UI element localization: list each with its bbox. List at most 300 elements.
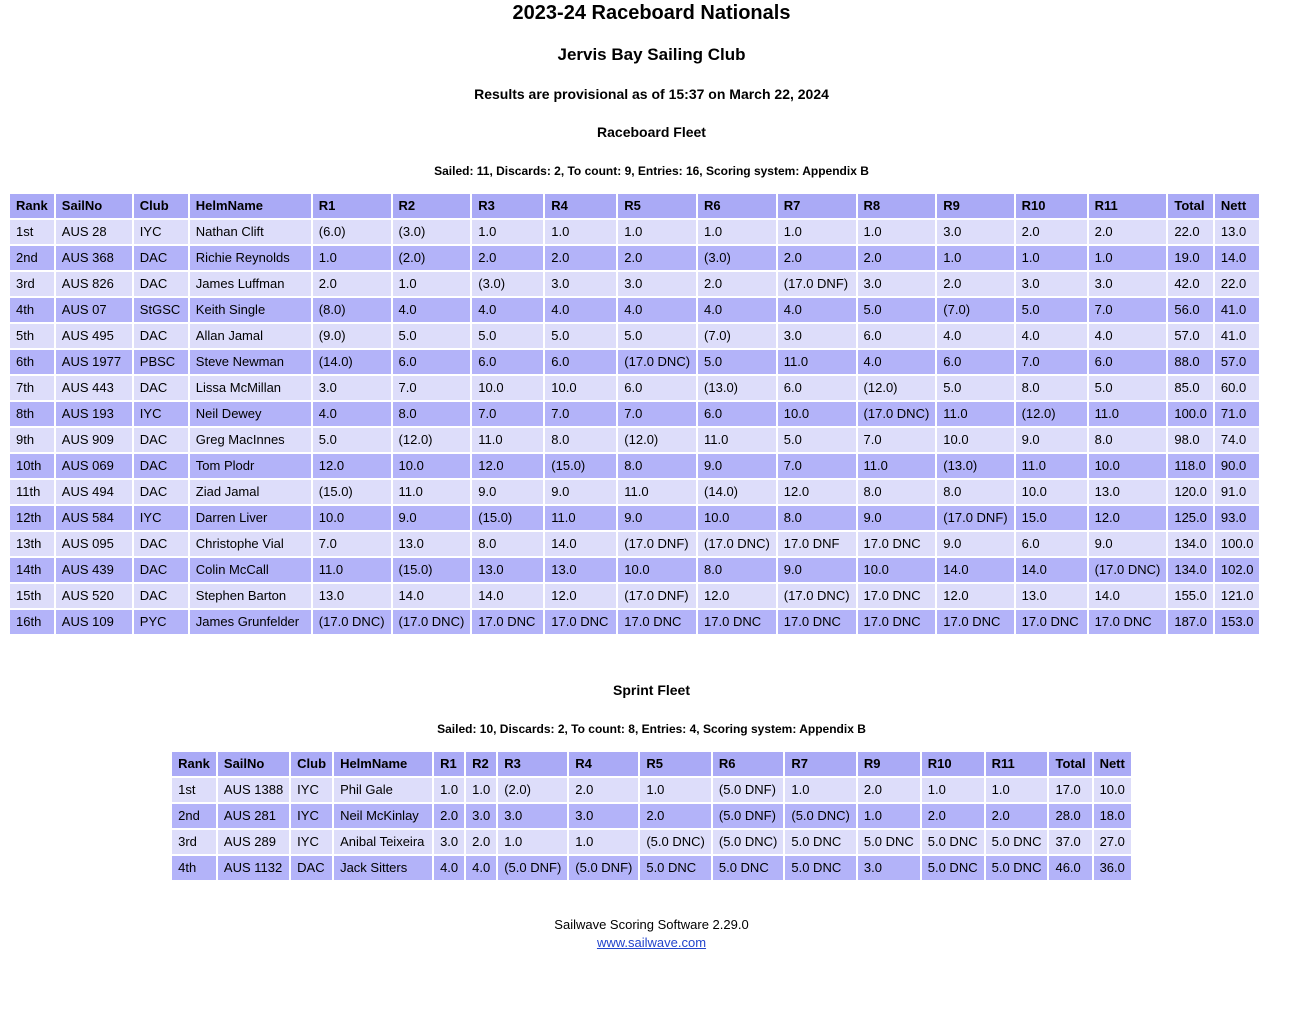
raceboard-cell-r7: (17.0 DNC) bbox=[778, 584, 856, 608]
raceboard-cell-total: 19.0 bbox=[1168, 246, 1213, 270]
raceboard-cell-r8: 6.0 bbox=[858, 324, 936, 348]
raceboard-cell-nett: 90.0 bbox=[1215, 454, 1260, 478]
raceboard-cell-helmname: Keith Single bbox=[190, 298, 311, 322]
sprint-cell-sailno: AUS 289 bbox=[218, 830, 289, 854]
raceboard-cell-r3: 10.0 bbox=[472, 376, 543, 400]
column-header-helmname[interactable]: HelmName bbox=[190, 194, 311, 218]
sprint-cell-sailno: AUS 1132 bbox=[218, 856, 289, 880]
table-row bbox=[10, 272, 1259, 296]
raceboard-cell-r10: 2.0 bbox=[1016, 220, 1087, 244]
raceboard-cell-helmname: Richie Reynolds bbox=[190, 246, 311, 270]
sprint-cell-r6: (5.0 DNF) bbox=[713, 778, 784, 802]
table-header-row bbox=[172, 752, 1131, 776]
raceboard-cell-r9: 3.0 bbox=[937, 220, 1013, 244]
sprint-cell-r10: 2.0 bbox=[922, 804, 984, 828]
column-header-club[interactable]: Club bbox=[291, 752, 332, 776]
column-header-sailno[interactable]: SailNo bbox=[56, 194, 132, 218]
raceboard-cell-helmname: Lissa McMillan bbox=[190, 376, 311, 400]
raceboard-cell-r4: 14.0 bbox=[545, 532, 616, 556]
raceboard-cell-total: 187.0 bbox=[1168, 610, 1213, 634]
raceboard-cell-r7: 5.0 bbox=[778, 428, 856, 452]
raceboard-cell-total: 85.0 bbox=[1168, 376, 1213, 400]
column-header-r1[interactable]: R1 bbox=[313, 194, 391, 218]
raceboard-cell-total: 22.0 bbox=[1168, 220, 1213, 244]
raceboard-cell-rank: 11th bbox=[10, 480, 54, 504]
table-row bbox=[10, 558, 1259, 582]
raceboard-cell-nett: 57.0 bbox=[1215, 350, 1260, 374]
raceboard-cell-r11: 7.0 bbox=[1089, 298, 1167, 322]
raceboard-cell-r8: 11.0 bbox=[858, 454, 936, 478]
raceboard-cell-helmname: Steve Newman bbox=[190, 350, 311, 374]
raceboard-cell-r7: (17.0 DNF) bbox=[778, 272, 856, 296]
raceboard-cell-sailno: AUS 1977 bbox=[56, 350, 132, 374]
raceboard-cell-r2: 4.0 bbox=[393, 298, 471, 322]
raceboard-cell-sailno: AUS 109 bbox=[56, 610, 132, 634]
table-row bbox=[10, 532, 1259, 556]
sprint-cell-total: 37.0 bbox=[1049, 830, 1091, 854]
raceboard-cell-r10: 14.0 bbox=[1016, 558, 1087, 582]
raceboard-cell-r6: 10.0 bbox=[698, 506, 776, 530]
raceboard-cell-r7: 17.0 DNF bbox=[778, 532, 856, 556]
raceboard-cell-r7: 12.0 bbox=[778, 480, 856, 504]
raceboard-cell-r8: 2.0 bbox=[858, 246, 936, 270]
sprint-cell-r1: 2.0 bbox=[434, 804, 464, 828]
sailwave-website-link[interactable]: www.sailwave.com bbox=[596, 935, 707, 950]
raceboard-cell-sailno: AUS 439 bbox=[56, 558, 132, 582]
sprint-results-table bbox=[170, 750, 1133, 882]
raceboard-cell-helmname: Greg MacInnes bbox=[190, 428, 311, 452]
raceboard-cell-total: 134.0 bbox=[1168, 558, 1213, 582]
raceboard-cell-r2: 1.0 bbox=[393, 272, 471, 296]
raceboard-cell-sailno: AUS 069 bbox=[56, 454, 132, 478]
raceboard-cell-r1: 7.0 bbox=[313, 532, 391, 556]
raceboard-cell-r3: 1.0 bbox=[472, 220, 543, 244]
raceboard-cell-nett: 100.0 bbox=[1215, 532, 1260, 556]
sprint-cell-r4: 3.0 bbox=[569, 804, 638, 828]
raceboard-cell-r7: 17.0 DNC bbox=[778, 610, 856, 634]
raceboard-cell-r11: 4.0 bbox=[1089, 324, 1167, 348]
raceboard-cell-r5: 2.0 bbox=[618, 246, 696, 270]
sprint-cell-club: DAC bbox=[291, 856, 332, 880]
sprint-cell-r6: 5.0 DNC bbox=[713, 856, 784, 880]
sprint-cell-r10: 5.0 DNC bbox=[922, 830, 984, 854]
raceboard-cell-rank: 1st bbox=[10, 220, 54, 244]
raceboard-cell-r7: 11.0 bbox=[778, 350, 856, 374]
raceboard-cell-r3: 13.0 bbox=[472, 558, 543, 582]
sprint-cell-r5: 2.0 bbox=[640, 804, 711, 828]
raceboard-cell-r2: (15.0) bbox=[393, 558, 471, 582]
raceboard-cell-club: PBSC bbox=[134, 350, 188, 374]
raceboard-cell-r9: 10.0 bbox=[937, 428, 1013, 452]
raceboard-cell-r6: (7.0) bbox=[698, 324, 776, 348]
raceboard-cell-r8: (12.0) bbox=[858, 376, 936, 400]
raceboard-cell-r4: 2.0 bbox=[545, 246, 616, 270]
raceboard-cell-sailno: AUS 494 bbox=[56, 480, 132, 504]
raceboard-cell-total: 42.0 bbox=[1168, 272, 1213, 296]
sprint-cell-rank: 1st bbox=[172, 778, 216, 802]
raceboard-cell-r5: 7.0 bbox=[618, 402, 696, 426]
raceboard-cell-r6: (3.0) bbox=[698, 246, 776, 270]
column-header-r1[interactable]: R1 bbox=[434, 752, 464, 776]
raceboard-cell-total: 118.0 bbox=[1168, 454, 1213, 478]
raceboard-cell-sailno: AUS 584 bbox=[56, 506, 132, 530]
raceboard-cell-r7: 9.0 bbox=[778, 558, 856, 582]
raceboard-cell-helmname: Allan Jamal bbox=[190, 324, 311, 348]
raceboard-cell-r3: (3.0) bbox=[472, 272, 543, 296]
raceboard-cell-rank: 12th bbox=[10, 506, 54, 530]
raceboard-cell-r11: 2.0 bbox=[1089, 220, 1167, 244]
sprint-cell-helmname: Neil McKinlay bbox=[334, 804, 432, 828]
table-row bbox=[172, 830, 1131, 854]
raceboard-cell-r4: 8.0 bbox=[545, 428, 616, 452]
raceboard-cell-helmname: Tom Plodr bbox=[190, 454, 311, 478]
sprint-cell-r4: (5.0 DNF) bbox=[569, 856, 638, 880]
raceboard-cell-nett: 41.0 bbox=[1215, 298, 1260, 322]
raceboard-cell-rank: 15th bbox=[10, 584, 54, 608]
raceboard-cell-r10: 9.0 bbox=[1016, 428, 1087, 452]
raceboard-cell-r1: 13.0 bbox=[313, 584, 391, 608]
raceboard-cell-r3: 8.0 bbox=[472, 532, 543, 556]
table-header-row bbox=[10, 194, 1259, 218]
raceboard-cell-r11: 6.0 bbox=[1089, 350, 1167, 374]
column-header-total[interactable]: Total bbox=[1168, 194, 1213, 218]
raceboard-cell-r2: (12.0) bbox=[393, 428, 471, 452]
sprint-cell-r10: 5.0 DNC bbox=[922, 856, 984, 880]
sprint-cell-r7: 5.0 DNC bbox=[785, 830, 856, 854]
raceboard-cell-r5: 8.0 bbox=[618, 454, 696, 478]
sprint-cell-total: 28.0 bbox=[1049, 804, 1091, 828]
column-header-r7[interactable]: R7 bbox=[785, 752, 856, 776]
raceboard-cell-total: 57.0 bbox=[1168, 324, 1213, 348]
raceboard-cell-r11: 3.0 bbox=[1089, 272, 1167, 296]
raceboard-cell-r1: 10.0 bbox=[313, 506, 391, 530]
raceboard-cell-r8: 17.0 DNC bbox=[858, 610, 936, 634]
raceboard-cell-r1: 5.0 bbox=[313, 428, 391, 452]
column-header-r5[interactable]: R5 bbox=[640, 752, 711, 776]
raceboard-cell-r5: 4.0 bbox=[618, 298, 696, 322]
raceboard-cell-r8: 17.0 DNC bbox=[858, 532, 936, 556]
raceboard-cell-r2: 11.0 bbox=[393, 480, 471, 504]
sprint-cell-r5: 5.0 DNC bbox=[640, 856, 711, 880]
raceboard-table-body bbox=[10, 220, 1259, 634]
table-row bbox=[10, 298, 1259, 322]
raceboard-cell-helmname: James Luffman bbox=[190, 272, 311, 296]
table-row bbox=[10, 220, 1259, 244]
raceboard-cell-rank: 4th bbox=[10, 298, 54, 322]
raceboard-cell-r1: 4.0 bbox=[313, 402, 391, 426]
raceboard-cell-r11: 9.0 bbox=[1089, 532, 1167, 556]
raceboard-cell-r5: (17.0 DNF) bbox=[618, 532, 696, 556]
raceboard-cell-r10: 10.0 bbox=[1016, 480, 1087, 504]
sprint-cell-rank: 4th bbox=[172, 856, 216, 880]
raceboard-cell-sailno: AUS 443 bbox=[56, 376, 132, 400]
raceboard-cell-r1: 1.0 bbox=[313, 246, 391, 270]
sprint-cell-helmname: Jack Sitters bbox=[334, 856, 432, 880]
venue-title: Jervis Bay Sailing Club bbox=[557, 45, 746, 64]
raceboard-cell-r7: 4.0 bbox=[778, 298, 856, 322]
raceboard-cell-r6: 11.0 bbox=[698, 428, 776, 452]
raceboard-cell-r9: 14.0 bbox=[937, 558, 1013, 582]
column-header-nett[interactable]: Nett bbox=[1094, 752, 1131, 776]
raceboard-cell-rank: 16th bbox=[10, 610, 54, 634]
raceboard-cell-r3: 2.0 bbox=[472, 246, 543, 270]
raceboard-cell-rank: 10th bbox=[10, 454, 54, 478]
raceboard-cell-r5: 11.0 bbox=[618, 480, 696, 504]
raceboard-cell-total: 120.0 bbox=[1168, 480, 1213, 504]
raceboard-cell-r9: 6.0 bbox=[937, 350, 1013, 374]
column-header-r2[interactable]: R2 bbox=[393, 194, 471, 218]
column-header-r11[interactable]: R11 bbox=[1089, 194, 1167, 218]
column-header-rank[interactable]: Rank bbox=[172, 752, 216, 776]
raceboard-cell-r7: 10.0 bbox=[778, 402, 856, 426]
raceboard-cell-r11: 13.0 bbox=[1089, 480, 1167, 504]
column-header-r2[interactable]: R2 bbox=[466, 752, 496, 776]
raceboard-cell-r9: 17.0 DNC bbox=[937, 610, 1013, 634]
raceboard-cell-sailno: AUS 520 bbox=[56, 584, 132, 608]
sprint-cell-r4: 1.0 bbox=[569, 830, 638, 854]
raceboard-cell-club: PYC bbox=[134, 610, 188, 634]
raceboard-cell-r2: 5.0 bbox=[393, 324, 471, 348]
column-header-club[interactable]: Club bbox=[134, 194, 188, 218]
raceboard-cell-nett: 22.0 bbox=[1215, 272, 1260, 296]
table-row bbox=[172, 856, 1131, 880]
table-row bbox=[10, 610, 1259, 634]
raceboard-cell-r6: 12.0 bbox=[698, 584, 776, 608]
column-header-r11[interactable]: R11 bbox=[986, 752, 1048, 776]
sprint-cell-r5: 1.0 bbox=[640, 778, 711, 802]
raceboard-cell-club: DAC bbox=[134, 558, 188, 582]
sprint-cell-nett: 36.0 bbox=[1094, 856, 1131, 880]
raceboard-cell-r4: 1.0 bbox=[545, 220, 616, 244]
column-header-sailno[interactable]: SailNo bbox=[218, 752, 289, 776]
raceboard-cell-r10: (12.0) bbox=[1016, 402, 1087, 426]
raceboard-cell-r11: 17.0 DNC bbox=[1089, 610, 1167, 634]
fleet-title-sprint: Sprint Fleet bbox=[612, 682, 690, 698]
table-row bbox=[10, 324, 1259, 348]
raceboard-cell-r8: 3.0 bbox=[858, 272, 936, 296]
raceboard-cell-r3: 17.0 DNC bbox=[472, 610, 543, 634]
sprint-cell-r1: 3.0 bbox=[434, 830, 464, 854]
raceboard-cell-rank: 2nd bbox=[10, 246, 54, 270]
raceboard-cell-r1: 3.0 bbox=[313, 376, 391, 400]
raceboard-cell-club: DAC bbox=[134, 246, 188, 270]
column-header-r10[interactable]: R10 bbox=[922, 752, 984, 776]
raceboard-cell-nett: 71.0 bbox=[1215, 402, 1260, 426]
raceboard-cell-r7: 7.0 bbox=[778, 454, 856, 478]
raceboard-cell-club: DAC bbox=[134, 532, 188, 556]
raceboard-cell-helmname: Ziad Jamal bbox=[190, 480, 311, 504]
raceboard-cell-rank: 13th bbox=[10, 532, 54, 556]
column-header-r6[interactable]: R6 bbox=[698, 194, 776, 218]
raceboard-cell-r1: 11.0 bbox=[313, 558, 391, 582]
raceboard-cell-r3: 4.0 bbox=[472, 298, 543, 322]
raceboard-cell-r10: 11.0 bbox=[1016, 454, 1087, 478]
raceboard-cell-r10: 6.0 bbox=[1016, 532, 1087, 556]
raceboard-cell-r6: 4.0 bbox=[698, 298, 776, 322]
table-row bbox=[10, 428, 1259, 452]
raceboard-cell-r8: 7.0 bbox=[858, 428, 936, 452]
raceboard-cell-r6: 9.0 bbox=[698, 454, 776, 478]
column-header-r4[interactable]: R4 bbox=[545, 194, 616, 218]
column-header-r8[interactable]: R8 bbox=[858, 194, 936, 218]
raceboard-cell-helmname: Stephen Barton bbox=[190, 584, 311, 608]
raceboard-cell-r3: 11.0 bbox=[472, 428, 543, 452]
column-header-r5[interactable]: R5 bbox=[618, 194, 696, 218]
raceboard-cell-club: DAC bbox=[134, 428, 188, 452]
raceboard-cell-r10: 1.0 bbox=[1016, 246, 1087, 270]
raceboard-cell-rank: 6th bbox=[10, 350, 54, 374]
raceboard-cell-club: DAC bbox=[134, 584, 188, 608]
raceboard-cell-nett: 41.0 bbox=[1215, 324, 1260, 348]
raceboard-cell-sailno: AUS 193 bbox=[56, 402, 132, 426]
sprint-cell-r7: 1.0 bbox=[785, 778, 856, 802]
raceboard-cell-r9: 8.0 bbox=[937, 480, 1013, 504]
provisional-notice: Results are provisional as of 15:37 on March 22, 2024 bbox=[474, 86, 829, 102]
raceboard-cell-r2: 13.0 bbox=[393, 532, 471, 556]
sprint-cell-r9: 5.0 DNC bbox=[858, 830, 920, 854]
raceboard-cell-r7: 1.0 bbox=[778, 220, 856, 244]
raceboard-cell-club: DAC bbox=[134, 324, 188, 348]
sprint-cell-rank: 2nd bbox=[172, 804, 216, 828]
column-header-r7[interactable]: R7 bbox=[778, 194, 856, 218]
table-row bbox=[10, 454, 1259, 478]
raceboard-cell-sailno: AUS 095 bbox=[56, 532, 132, 556]
column-header-total[interactable]: Total bbox=[1049, 752, 1091, 776]
raceboard-cell-r3: 12.0 bbox=[472, 454, 543, 478]
sprint-cell-club: IYC bbox=[291, 804, 332, 828]
raceboard-cell-r4: 5.0 bbox=[545, 324, 616, 348]
column-header-r3[interactable]: R3 bbox=[498, 752, 567, 776]
fleet-meta-sprint: Sailed: 10, Discards: 2, To count: 8, Entries: 4, Scoring system: Appendix B bbox=[437, 722, 866, 736]
raceboard-cell-r7: 6.0 bbox=[778, 376, 856, 400]
raceboard-cell-total: 98.0 bbox=[1168, 428, 1213, 452]
column-header-r9[interactable]: R9 bbox=[937, 194, 1013, 218]
raceboard-cell-r4: 9.0 bbox=[545, 480, 616, 504]
sprint-cell-total: 17.0 bbox=[1049, 778, 1091, 802]
sprint-cell-r6: (5.0 DNF) bbox=[713, 804, 784, 828]
sprint-cell-r9: 1.0 bbox=[858, 804, 920, 828]
raceboard-cell-total: 155.0 bbox=[1168, 584, 1213, 608]
raceboard-cell-r8: 1.0 bbox=[858, 220, 936, 244]
column-header-rank[interactable]: Rank bbox=[10, 194, 54, 218]
raceboard-cell-sailno: AUS 909 bbox=[56, 428, 132, 452]
sprint-cell-r2: 1.0 bbox=[466, 778, 496, 802]
table-row bbox=[10, 246, 1259, 270]
raceboard-cell-r11: 12.0 bbox=[1089, 506, 1167, 530]
sprint-cell-r2: 2.0 bbox=[466, 830, 496, 854]
raceboard-cell-club: DAC bbox=[134, 480, 188, 504]
sprint-cell-r9: 2.0 bbox=[858, 778, 920, 802]
raceboard-cell-nett: 153.0 bbox=[1215, 610, 1260, 634]
sprint-cell-sailno: AUS 1388 bbox=[218, 778, 289, 802]
raceboard-cell-nett: 13.0 bbox=[1215, 220, 1260, 244]
raceboard-cell-r9: 12.0 bbox=[937, 584, 1013, 608]
sprint-cell-r3: 3.0 bbox=[498, 804, 567, 828]
column-header-r10[interactable]: R10 bbox=[1016, 194, 1087, 218]
raceboard-cell-total: 56.0 bbox=[1168, 298, 1213, 322]
raceboard-cell-r6: 1.0 bbox=[698, 220, 776, 244]
raceboard-cell-r2: (17.0 DNC) bbox=[393, 610, 471, 634]
raceboard-cell-r7: 2.0 bbox=[778, 246, 856, 270]
raceboard-cell-r11: 14.0 bbox=[1089, 584, 1167, 608]
column-header-r4[interactable]: R4 bbox=[569, 752, 638, 776]
sprint-cell-r2: 4.0 bbox=[466, 856, 496, 880]
raceboard-cell-r1: (15.0) bbox=[313, 480, 391, 504]
raceboard-cell-nett: 74.0 bbox=[1215, 428, 1260, 452]
raceboard-cell-r2: 8.0 bbox=[393, 402, 471, 426]
raceboard-cell-rank: 8th bbox=[10, 402, 54, 426]
raceboard-cell-r10: 17.0 DNC bbox=[1016, 610, 1087, 634]
raceboard-cell-club: DAC bbox=[134, 376, 188, 400]
table-row bbox=[172, 804, 1131, 828]
raceboard-cell-r11: 11.0 bbox=[1089, 402, 1167, 426]
raceboard-cell-club: IYC bbox=[134, 506, 188, 530]
raceboard-table-wrap bbox=[0, 179, 1303, 636]
table-row bbox=[10, 506, 1259, 530]
raceboard-cell-r6: 5.0 bbox=[698, 350, 776, 374]
table-row bbox=[10, 480, 1259, 504]
sprint-cell-club: IYC bbox=[291, 830, 332, 854]
raceboard-cell-r8: 17.0 DNC bbox=[858, 584, 936, 608]
raceboard-cell-r10: 4.0 bbox=[1016, 324, 1087, 348]
column-header-nett[interactable]: Nett bbox=[1215, 194, 1260, 218]
raceboard-cell-rank: 5th bbox=[10, 324, 54, 348]
sprint-cell-r5: (5.0 DNC) bbox=[640, 830, 711, 854]
sprint-cell-rank: 3rd bbox=[172, 830, 216, 854]
raceboard-cell-r8: 4.0 bbox=[858, 350, 936, 374]
raceboard-cell-r2: 6.0 bbox=[393, 350, 471, 374]
raceboard-cell-total: 134.0 bbox=[1168, 532, 1213, 556]
raceboard-cell-r5: (17.0 DNF) bbox=[618, 584, 696, 608]
column-header-r6[interactable]: R6 bbox=[713, 752, 784, 776]
raceboard-cell-r4: 17.0 DNC bbox=[545, 610, 616, 634]
sprint-cell-nett: 27.0 bbox=[1094, 830, 1131, 854]
column-header-helmname[interactable]: HelmName bbox=[334, 752, 432, 776]
raceboard-cell-nett: 60.0 bbox=[1215, 376, 1260, 400]
column-header-r3[interactable]: R3 bbox=[472, 194, 543, 218]
raceboard-cell-r5: 1.0 bbox=[618, 220, 696, 244]
sprint-cell-r6: (5.0 DNC) bbox=[713, 830, 784, 854]
raceboard-cell-r4: 4.0 bbox=[545, 298, 616, 322]
raceboard-cell-r5: 5.0 bbox=[618, 324, 696, 348]
raceboard-cell-nett: 91.0 bbox=[1215, 480, 1260, 504]
column-header-r9[interactable]: R9 bbox=[858, 752, 920, 776]
raceboard-cell-r10: 7.0 bbox=[1016, 350, 1087, 374]
raceboard-cell-r6: (14.0) bbox=[698, 480, 776, 504]
raceboard-cell-r11: 1.0 bbox=[1089, 246, 1167, 270]
raceboard-cell-club: StGSC bbox=[134, 298, 188, 322]
raceboard-cell-club: IYC bbox=[134, 220, 188, 244]
raceboard-cell-r2: 14.0 bbox=[393, 584, 471, 608]
raceboard-cell-r4: 6.0 bbox=[545, 350, 616, 374]
raceboard-cell-r6: (13.0) bbox=[698, 376, 776, 400]
raceboard-cell-r9: 5.0 bbox=[937, 376, 1013, 400]
raceboard-cell-r6: 17.0 DNC bbox=[698, 610, 776, 634]
raceboard-cell-r3: 5.0 bbox=[472, 324, 543, 348]
raceboard-cell-sailno: AUS 495 bbox=[56, 324, 132, 348]
raceboard-cell-total: 100.0 bbox=[1168, 402, 1213, 426]
raceboard-cell-rank: 14th bbox=[10, 558, 54, 582]
sprint-table-head bbox=[172, 752, 1131, 776]
raceboard-cell-r11: 8.0 bbox=[1089, 428, 1167, 452]
raceboard-cell-r11: (17.0 DNC) bbox=[1089, 558, 1167, 582]
raceboard-cell-helmname: Colin McCall bbox=[190, 558, 311, 582]
raceboard-cell-r9: 1.0 bbox=[937, 246, 1013, 270]
sprint-cell-r11: 2.0 bbox=[986, 804, 1048, 828]
raceboard-cell-r10: 13.0 bbox=[1016, 584, 1087, 608]
raceboard-cell-rank: 7th bbox=[10, 376, 54, 400]
raceboard-cell-club: IYC bbox=[134, 402, 188, 426]
